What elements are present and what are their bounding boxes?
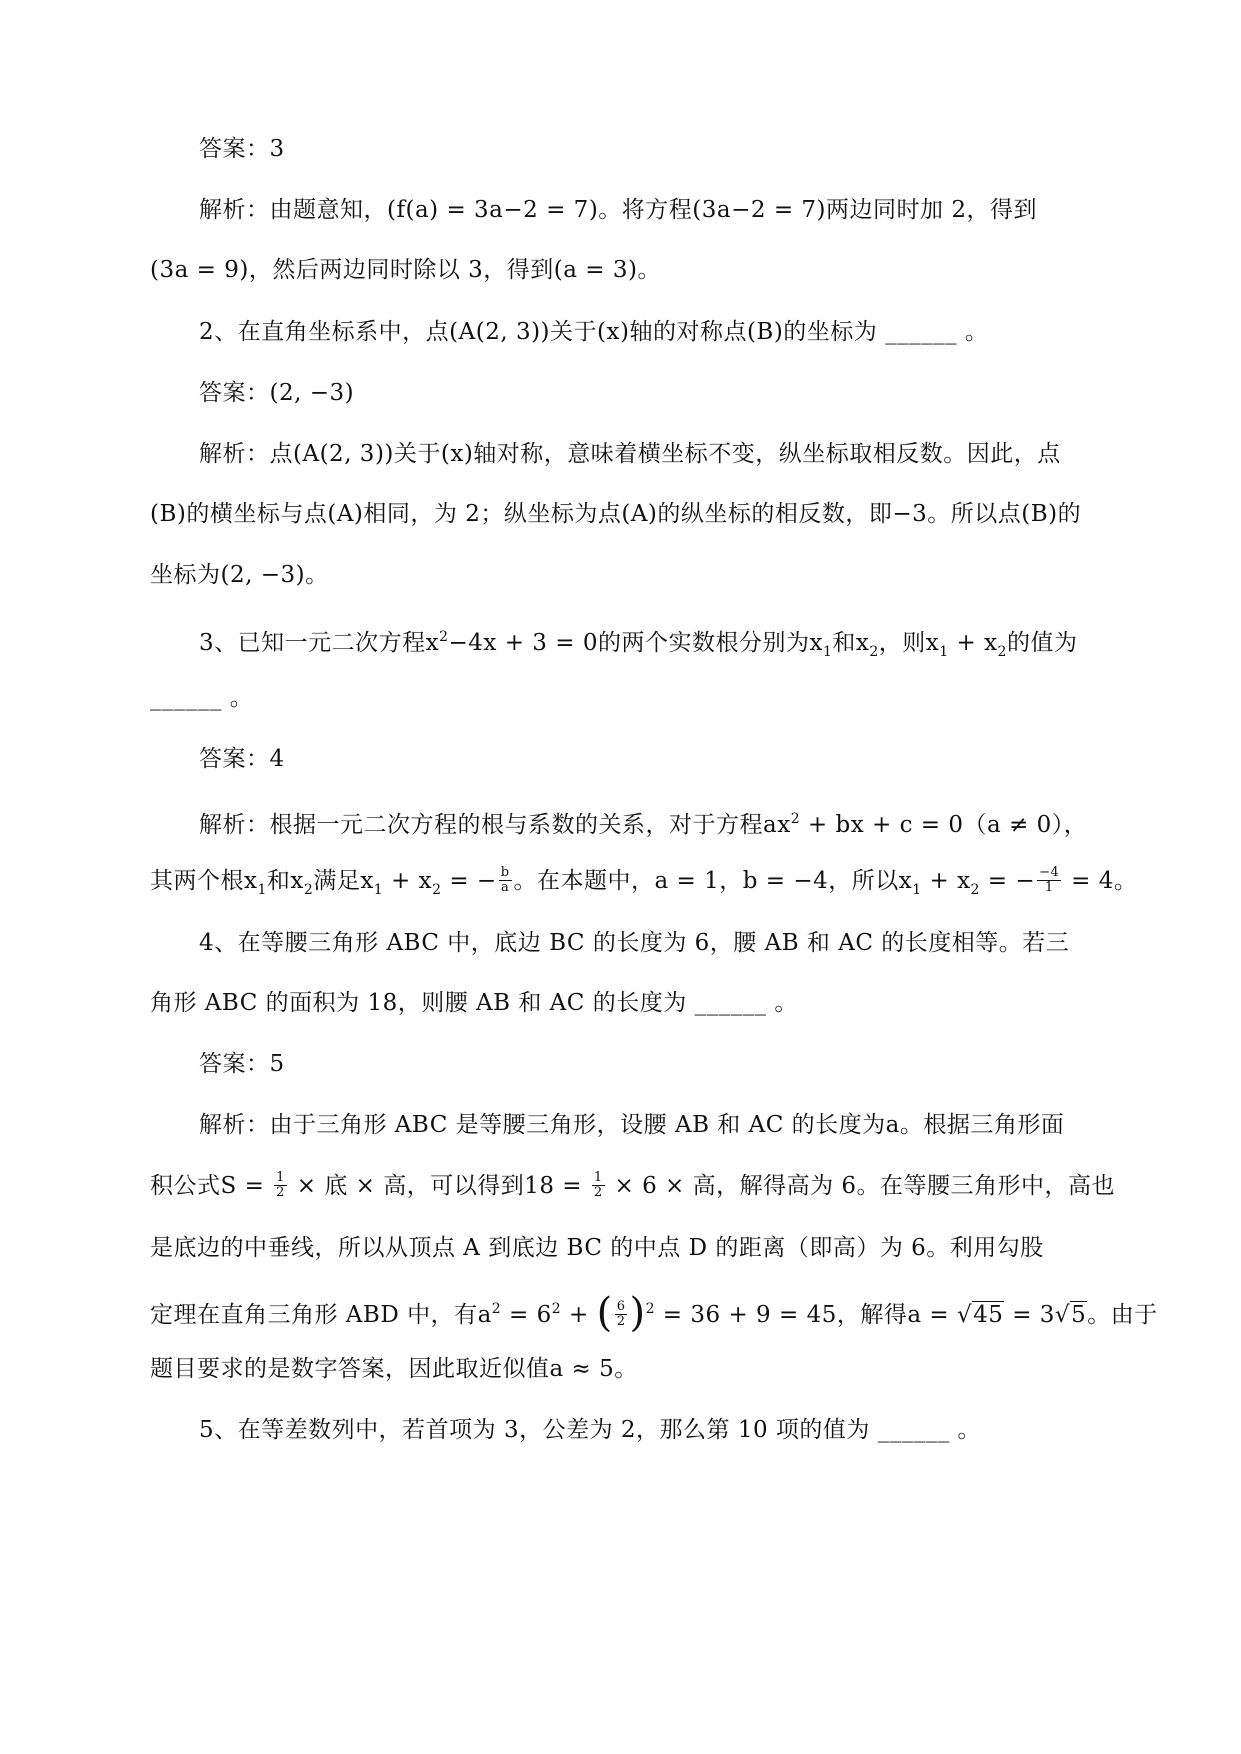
text: + x [921,868,971,894]
text: 和x [266,868,304,894]
denominator: 2 [616,1313,626,1329]
text: = − [441,868,497,894]
text: = − [979,868,1036,894]
superscript: 2 [439,629,449,645]
numerator: 1 [276,1169,285,1185]
subscript: 2 [303,882,314,898]
denominator: a [500,879,510,895]
text: 。由于 [1087,1302,1158,1328]
text: −4x + 3 = 0的两个实数根分别为x [448,630,823,656]
numerator: b [500,864,510,880]
fraction [592,1171,605,1200]
text: 3、已知一元二次方程x [199,630,440,656]
radicand: 45 [973,1302,1004,1328]
analysis-3-line-2 [150,864,1138,907]
text: 。在本题中，a = 1，b = −4，所以x [513,868,913,894]
answer-1: 答案：3 [199,136,285,162]
analysis-2-line-2: (B)的横坐标与点(A)相同，为 2；纵坐标为点(A)的纵坐标的相反数，即−3。所以点(B)的 [150,501,1082,527]
text: = 6 [501,1302,552,1328]
analysis-1-line-2: (3a = 9)，然后两边同时除以 3，得到(a = 3)。 [150,257,661,283]
answer-4: 答案：5 [199,1051,285,1077]
analysis-2-line-3: 坐标为(2, −3)。 [150,562,329,588]
denominator: 2 [276,1184,285,1200]
text: + x [948,630,998,656]
analysis-4-line-3: 是底边的中垂线，所以从顶点 A 到底边 BC 的中点 D 的距离（即高）为 6。利用勾股 [150,1235,1044,1261]
right-paren: ) [629,1290,646,1336]
text: = 4。 [1063,868,1138,894]
fraction [274,1171,287,1200]
analysis-4-line-4 [150,1290,1158,1336]
subscript: 2 [432,882,442,898]
fraction [615,1300,628,1329]
subscript: 2 [869,644,879,660]
analysis-2-line-1: 解析：点(A(2, 3))关于(x)轴对称，意味着横坐标不变，纵坐标取相反数。因此，点 [199,441,1061,467]
text: × 底 × 高，可以得到18 = [288,1173,590,1199]
text: 的值为 [1006,630,1078,656]
fraction [499,866,512,895]
text: + x [383,868,433,894]
text: 解析：根据一元二次方程的根与系数的关系，对于方程ax [199,812,791,838]
superscript: 2 [790,811,801,827]
subscript: 1 [912,882,922,898]
text: 定理在直角三角形 ABD 中，有a [150,1302,492,1328]
numerator: 1 [593,1169,603,1185]
question-4-line-1: 4、在等腰三角形 ABC 中，底边 BC 的长度为 6，腰 AB 和 AC 的长度相等。若三 [199,930,1070,956]
text: + [561,1302,597,1328]
subscript: 1 [257,882,267,898]
text: 和x [832,630,870,656]
question-3-line-1 [199,620,1099,669]
text: ，则x [878,630,940,656]
numerator: 6 [616,1298,626,1314]
analysis-3-line-1 [199,802,1099,842]
text: + bx + c = 0（a ≠ 0）， [800,812,1088,838]
text: 满足x [313,868,374,894]
analysis-4-line-1: 解析：由于三角形 ABC 是等腰三角形，设腰 AB 和 AC 的长度为a。根据三角形面 [199,1112,1065,1138]
analysis-4-line-5: 题目要求的是数字答案，因此取近似值a ≈ 5。 [150,1356,638,1382]
question-4-line-2: 角形 ABC 的面积为 18，则腰 AB 和 AC 的长度为 ______ 。 [150,990,798,1016]
numerator: −4 [1039,864,1060,880]
answer-3: 答案：4 [199,746,285,772]
subscript: 1 [373,882,384,898]
radicand: 5 [1071,1302,1087,1328]
question-3-line-2: ______ 。 [150,685,254,711]
superscript: 2 [645,1301,655,1317]
superscript: 2 [551,1301,562,1317]
text: × 6 × 高，解得高为 6。在等腰三角形中，高也 [606,1173,1116,1199]
superscript: 2 [491,1301,502,1317]
text: = 3√ [1004,1302,1071,1328]
analysis-1-line-1: 解析：由题意知，(f(a) = 3a−2 = 7)。将方程(3a−2 = 7)两边同时加 2，得到 [199,197,1037,223]
fraction [1037,866,1061,895]
subscript: 2 [970,882,980,898]
question-5: 5、在等差数列中，若首项为 3，公差为 2，那么第 10 项的值为 ______ 。 [199,1417,982,1443]
text: 积公式S = [150,1173,273,1199]
text: = 36 + 9 = 45，解得a = √ [655,1302,973,1328]
subscript: 2 [997,644,1007,660]
question-2: 2、在直角坐标系中，点(A(2, 3))关于(x)轴的对称点(B)的坐标为 ______ 。 [199,319,989,345]
subscript: 1 [822,644,833,660]
text: 其两个根x [150,868,258,894]
subscript: 1 [939,644,949,660]
answer-2: 答案：(2, −3) [199,380,355,406]
analysis-4-line-2 [150,1169,1116,1203]
denominator: 2 [593,1184,603,1200]
denominator: 1 [1044,879,1054,895]
left-paren: ( [596,1290,613,1336]
